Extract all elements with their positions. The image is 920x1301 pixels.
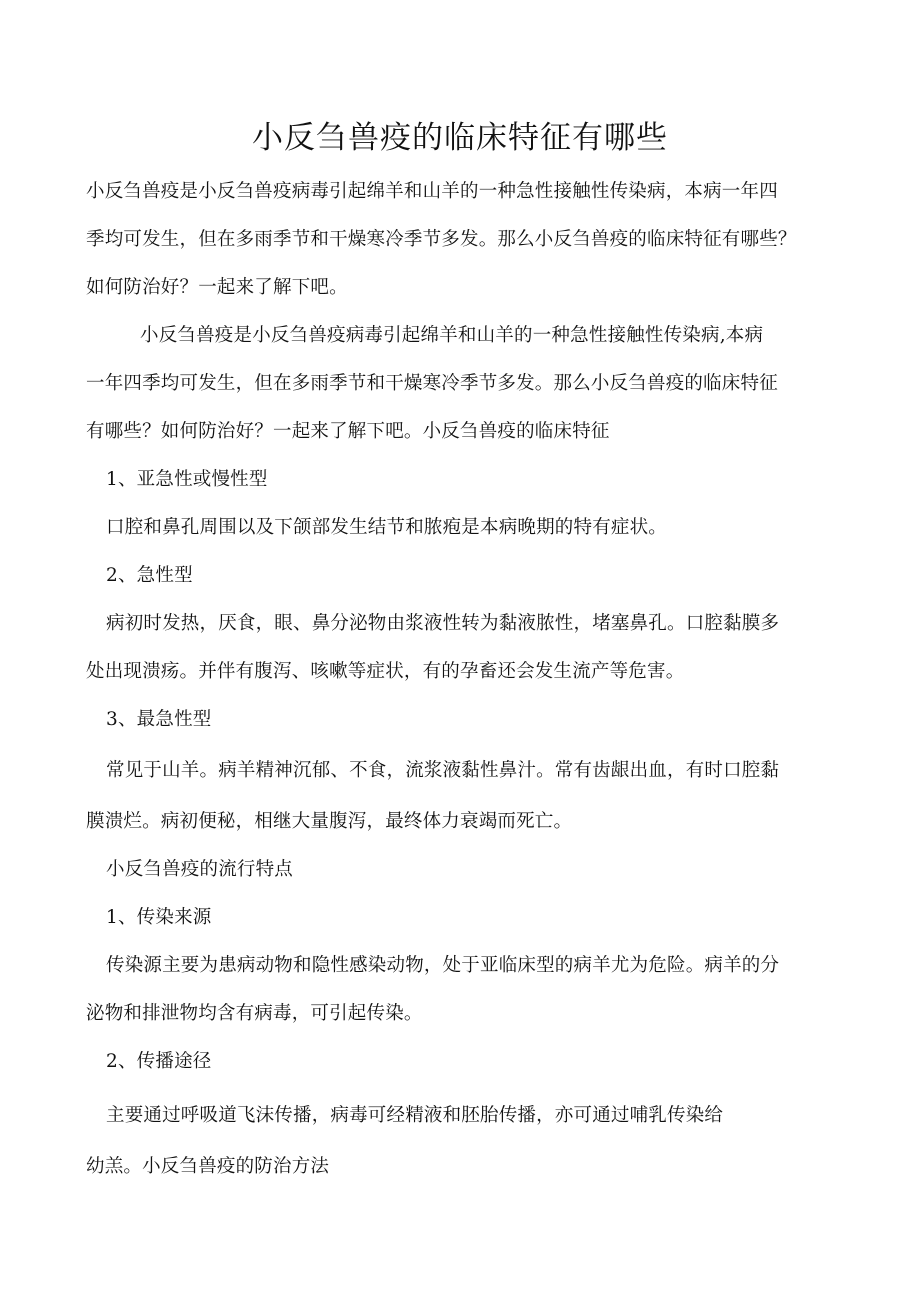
intro-line-2: 季均可发生，但在多雨季节和干燥寒冷季节多发。那么小反刍兽疫的临床特征有哪些？	[86, 229, 797, 250]
repeat-line-3: 有哪些？如何防治好？一起来了解下吧。小反刍兽疫的临床特征	[86, 421, 610, 442]
epidemic-heading: 小反刍兽疫的流行特点	[106, 859, 294, 880]
type1-heading: 1、亚急性或慢性型	[106, 469, 268, 490]
source-line-2: 泌物和排泄物均含有病毒，可引起传染。	[86, 1003, 423, 1024]
route-line-1: 主要通过呼吸道飞沫传播，病毒可经精液和胚胎传播，亦可通过哺乳传染给	[106, 1105, 724, 1126]
type2-line-2: 处出现溃疡。并伴有腹泻、咳嗽等症状，有的孕畜还会发生流产等危害。	[86, 661, 685, 682]
intro-line-3: 如何防治好？一起来了解下吧。	[86, 277, 348, 298]
type3-line-1: 常见于山羊。病羊精神沉郁、不食，流浆液黏性鼻汁。常有齿龈出血，有时口腔黏	[106, 760, 780, 781]
intro-line-1: 小反刍兽疫是小反刍兽疫病毒引起绵羊和山羊的一种急性接触性传染病，本病一年四	[86, 181, 778, 202]
type2-heading: 2、急性型	[106, 565, 193, 586]
route-heading: 2、传播途径	[106, 1051, 212, 1072]
type3-line-2: 膜溃烂。病初便秘，相继大量腹泻，最终体力衰竭而死亡。	[86, 811, 573, 832]
repeat-line-1: 小反刍兽疫是小反刍兽疫病毒引起绵羊和山羊的一种急性接触性传染病,本病	[140, 325, 764, 346]
document-title: 小反刍兽疫的临床特征有哪些	[252, 120, 668, 156]
source-line-1: 传染源主要为患病动物和隐性感染动物，处于亚临床型的病羊尤为危险。病羊的分	[106, 955, 780, 976]
repeat-line-2: 一年四季均可发生，但在多雨季节和干燥寒冷季节多发。那么小反刍兽疫的临床特征	[86, 373, 778, 394]
source-heading: 1、传染来源	[106, 907, 212, 928]
type3-heading: 3、最急性型	[106, 709, 212, 730]
type1-text: 口腔和鼻孔周围以及下颌部发生结节和脓疱是本病晚期的特有症状。	[106, 517, 668, 538]
type2-line-1: 病初时发热，厌食，眼、鼻分泌物由浆液性转为黏液脓性，堵塞鼻孔。口腔黏膜多	[106, 613, 780, 634]
route-line-2: 幼羔。小反刍兽疫的防治方法	[86, 1156, 330, 1177]
